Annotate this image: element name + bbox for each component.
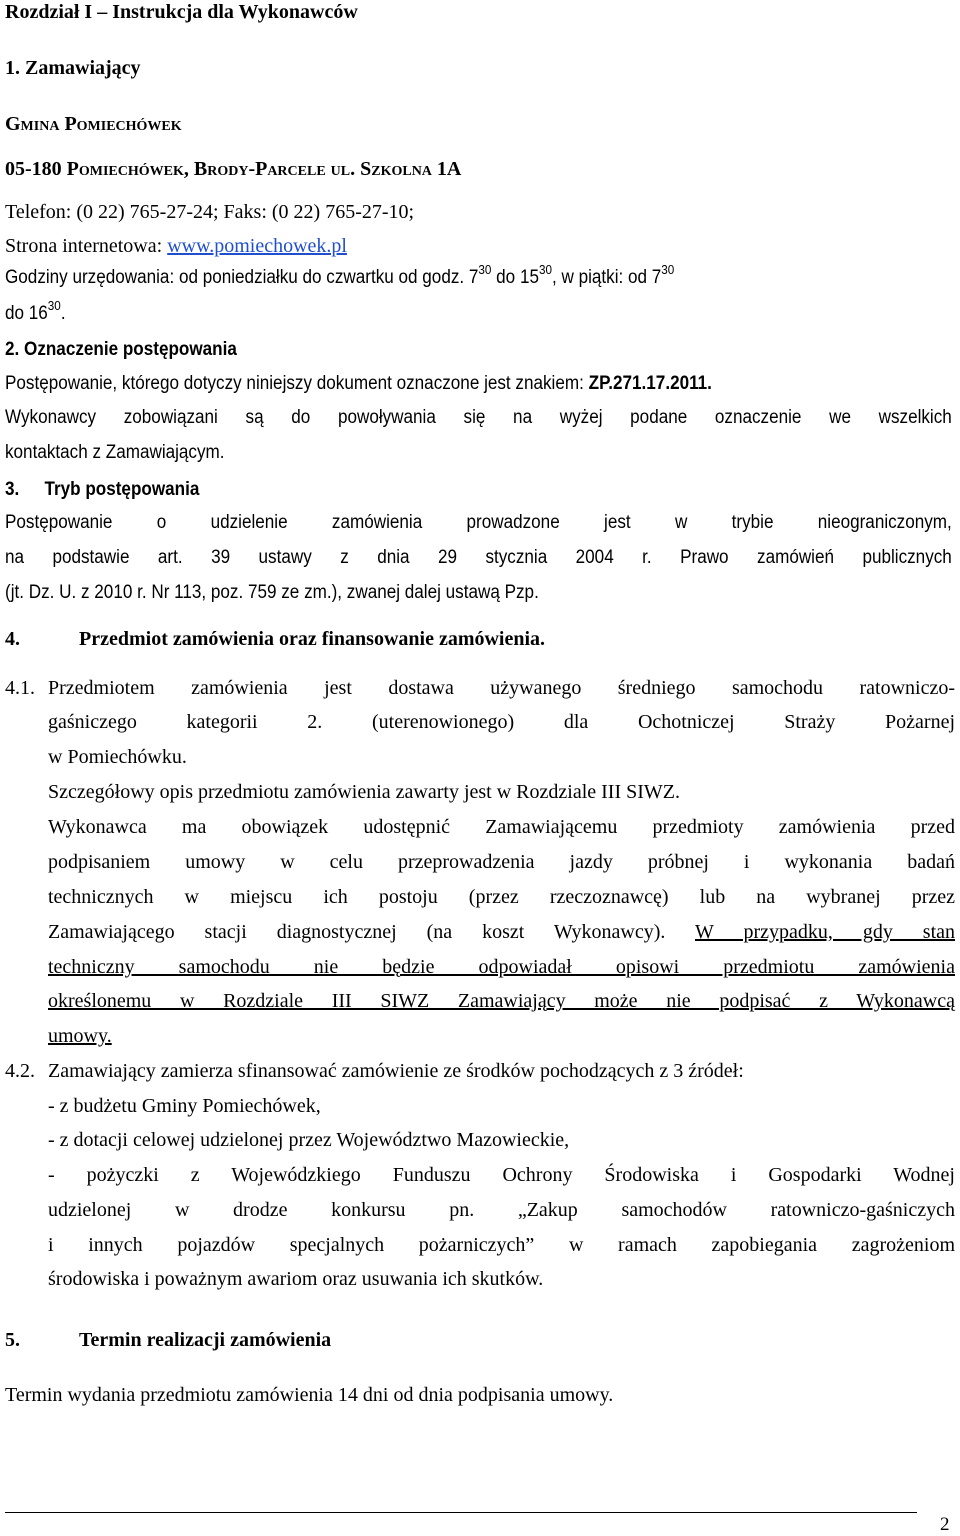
item-4-1-line-8-plain: Zamawiającego stacji diagnostycznej (na koszt Wykonawcy). xyxy=(48,921,696,943)
hours-sup-c: 30 xyxy=(661,262,675,277)
page-number: 2 xyxy=(940,1514,950,1535)
section-2-line-1 xyxy=(5,372,712,396)
reference-number: ZP.271.17.2011. xyxy=(588,373,712,394)
item-4-1-line-4: Szczegółowy opis przedmiotu zamówienia zawarty jest w Rozdziale III SIWZ. xyxy=(48,781,681,803)
item-4-1-line-5: Wykonawca ma obowiązek udostępnić Zamawiającemu przedmioty zamówienia przed xyxy=(48,816,955,838)
section-2-line-1-text: Postępowanie, którego dotyczy niniejszy dokument oznaczone jest znakiem: xyxy=(5,373,589,394)
item-4-1-line-6: podpisaniem umowy w celu przeprowadzenia jazdy próbnej i wykonania badań xyxy=(48,851,955,873)
website-link[interactable]: www.pomiechowek.pl xyxy=(167,235,347,257)
item-4-2-line-3: - z dotacji celowej udzielonej przez Województwo Mazowieckie, xyxy=(48,1129,570,1151)
org-name: Gmina Pomiechówek xyxy=(5,113,182,135)
hours-sup-d: 30 xyxy=(47,298,61,313)
section-5-heading xyxy=(5,1328,332,1352)
section-4-heading-text: Przedmiot zamówienia oraz finansowanie zamówienia. xyxy=(79,628,546,650)
item-4-1-line-2: gaśniczego kategorii 2. (uterenowionego) dla Ochotniczej Straży Pożarnej xyxy=(48,711,955,733)
section-2-line-3: kontaktach z Zamawiającym. xyxy=(5,442,225,463)
section-5-heading-num: 5. xyxy=(5,1329,20,1351)
hours-sup-b: 30 xyxy=(538,262,552,277)
item-4-2-line-2: - z budżetu Gminy Pomiechówek, xyxy=(48,1095,321,1117)
section-1-heading: 1. Zamawiający xyxy=(5,57,141,79)
section-3-line-2: na podstawie art. 39 ustawy z dnia 29 stycznia 2004 r. Prawo zamówień publicznych xyxy=(5,547,952,568)
section-3-line-1: Postępowanie o udzielenie zamówienia prowadzone jest w trybie nieograniczonym, xyxy=(5,512,952,533)
hours-text-d: do 16 xyxy=(5,303,48,324)
item-4-1-condition-line-2: określonemu w Rozdziale III SIWZ Zamawiający może nie podpisać z Wykonawcą xyxy=(48,990,955,1012)
item-4-2-number: 4.2. xyxy=(5,1060,35,1082)
section-2-heading: 2. Oznaczenie postępowania xyxy=(5,339,237,360)
item-4-1-line-8-underlined: W przypadku, gdy stan xyxy=(695,921,956,943)
section-5-body: Termin wydania przedmiotu zamówienia 14 dni od dnia podpisania umowy. xyxy=(5,1384,614,1406)
item-4-1-condition-line-1: techniczny samochodu nie będzie odpowiadał opisowi przedmiotu zamówienia xyxy=(48,956,955,978)
item-4-2-line-7: środowiska i poważnym awariom oraz usuwania ich skutków. xyxy=(48,1268,544,1290)
website-label: Strona internetowa: xyxy=(5,235,163,257)
item-4-1-condition-line-3: umowy. xyxy=(48,1025,112,1047)
section-4-heading-num: 4. xyxy=(5,628,20,650)
section-5-heading-text: Termin realizacji zamówienia xyxy=(79,1329,332,1351)
office-hours-line-2 xyxy=(5,298,66,326)
hours-text-e: . xyxy=(60,303,66,324)
item-4-1-line-7: technicznych w miejscu ich postoju (przez rzeczoznawcę) lub na wybranej przez xyxy=(48,886,955,908)
item-4-1-number: 4.1. xyxy=(5,677,35,699)
item-4-1-line-1: Przedmiotem zamówienia jest dostawa używanego średniego samochodu ratowniczo- xyxy=(48,677,955,699)
org-address: 05-180 Pomiechówek, Brody-Parcele ul. Szkolna 1A xyxy=(5,158,462,180)
section-3-heading-num: 3. xyxy=(5,479,20,500)
website-line xyxy=(5,234,347,258)
phone-line: Telefon: (0 22) 765-27-24; Faks: (0 22) 765-27-10; xyxy=(5,201,415,223)
office-hours-line xyxy=(5,262,952,290)
hours-text-b: do 15 xyxy=(491,267,539,288)
section-3-heading xyxy=(5,478,199,502)
item-4-2-line-1: Zamawiający zamierza sfinansować zamówienie ze środków pochodzących z 3 źródeł: xyxy=(48,1060,744,1082)
item-4-2-line-4: - pożyczki z Wojewódzkiego Funduszu Ochrony Środowiska i Gospodarki Wodnej xyxy=(48,1164,955,1186)
item-4-1-line-3: w Pomiechówku. xyxy=(48,746,187,768)
item-4-1-line-8 xyxy=(48,920,955,944)
section-3-heading-text: Tryb postępowania xyxy=(44,479,200,500)
hours-sup-a: 30 xyxy=(478,262,492,277)
hours-text-a: Godziny urzędowania: od poniedziałku do czwartku od godz. 7 xyxy=(5,267,479,288)
section-3-line-3: (jt. Dz. U. z 2010 r. Nr 113, poz. 759 ze zm.), zwanej dalej ustawą Pzp. xyxy=(5,582,539,603)
section-2-line-2: Wykonawcy zobowiązani są do powoływania się na wyżej podane oznaczenie we wszelkich xyxy=(5,407,952,428)
footer-rule xyxy=(5,1512,917,1513)
item-4-2-line-6: i innych pojazdów specjalnych pożarniczych” w ramach zapobiegania zagrożeniom xyxy=(48,1234,955,1256)
section-4-heading xyxy=(5,627,546,651)
hours-text-c: , w piątki: od 7 xyxy=(551,267,662,288)
item-4-2-line-5: udzielonej w drodze konkursu pn. „Zakup samochodów ratowniczo-gaśniczych xyxy=(48,1199,955,1221)
chapter-title: Rozdział I – Instrukcja dla Wykonawców xyxy=(5,1,358,23)
